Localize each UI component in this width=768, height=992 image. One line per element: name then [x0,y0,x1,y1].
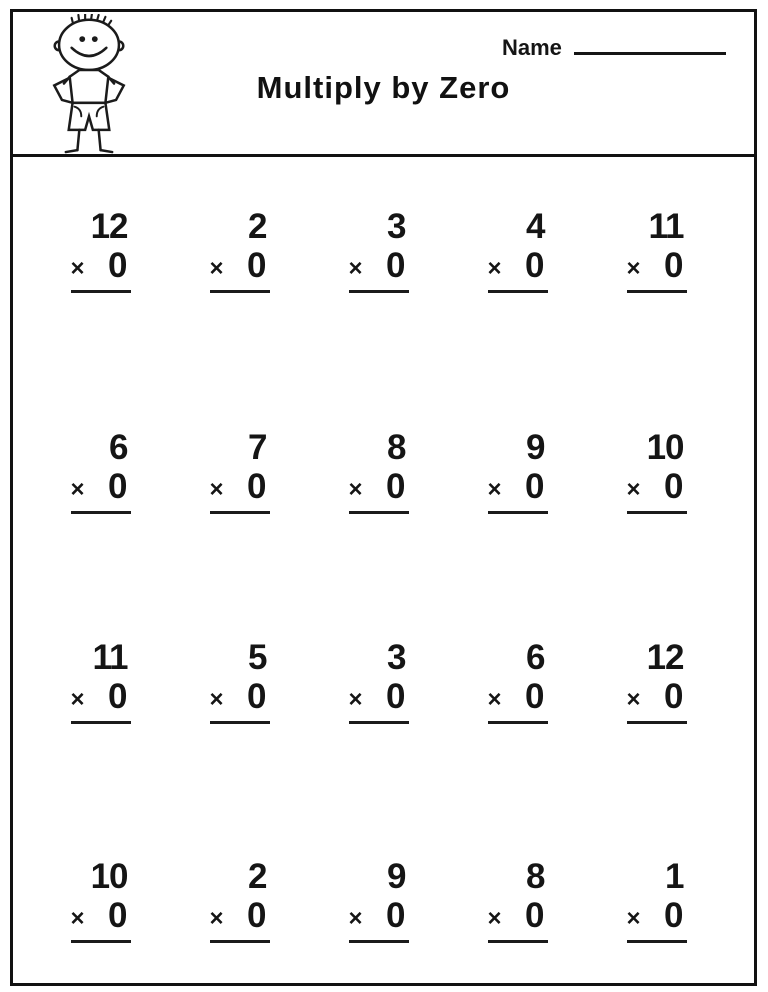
name-label: Name [501,35,562,60]
name-blank[interactable] [574,32,726,55]
problem-cell [170,364,309,571]
multiply-sign: × [487,904,502,932]
operator-row [349,679,409,714]
multiply-sign: × [626,904,641,932]
multiplier: 0 [386,895,406,935]
multiply-sign: × [348,686,363,713]
multiplicand: 4 [526,207,545,246]
multiply-sign: × [348,255,363,282]
multiplier: 0 [108,677,128,716]
multiply-sign: × [209,255,224,282]
problem [487,856,548,943]
multiplicand: 2 [248,856,267,896]
problem-cell [31,777,170,984]
multiply-sign: × [626,255,641,282]
multiply-sign: × [626,686,641,713]
multiplicand: 6 [526,638,545,677]
multiply-sign: × [487,255,502,282]
problem-cell [587,364,726,571]
multiplier: 0 [525,677,545,716]
multiplier: 0 [664,895,684,935]
multiplicand: 12 [90,207,128,246]
multiplier: 0 [247,466,267,506]
problem [488,209,548,293]
problem-cell [31,157,170,364]
operator-row [626,466,687,506]
operator-row [210,679,270,714]
operator-row [348,895,409,935]
multiplicand: 1 [665,856,684,896]
operator-row [627,679,687,714]
problem [627,209,687,293]
answer-blank[interactable] [488,940,548,943]
problem [71,209,131,293]
multiply-sign: × [209,686,224,713]
multiplier: 0 [386,677,406,716]
problem-cell [31,364,170,571]
operator-row [487,466,548,506]
answer-blank[interactable] [210,290,270,293]
multiplicand: 5 [248,638,267,677]
multiplier: 0 [664,466,684,506]
answer-blank[interactable] [210,721,270,724]
problem-cell [170,777,309,984]
worksheet-header [13,12,754,157]
multiplicand: 12 [646,638,684,677]
answer-blank[interactable] [71,511,131,514]
multiplicand: 9 [387,856,406,896]
multiplicand: 9 [526,427,545,467]
problem-cell [587,570,726,777]
problem [626,427,687,514]
problem-cell [309,157,448,364]
operator-row [488,679,548,714]
problem [488,640,548,724]
multiplier: 0 [386,466,406,506]
answer-blank[interactable] [627,511,687,514]
answer-blank[interactable] [71,290,131,293]
problem-cell [309,364,448,571]
operator-row [71,679,131,714]
problem [209,856,270,943]
problem-cell [170,157,309,364]
multiply-sign: × [70,904,85,932]
problem-cell [448,364,587,571]
multiplier: 0 [386,246,406,285]
answer-blank[interactable] [627,290,687,293]
operator-row [627,248,687,283]
answer-blank[interactable] [488,721,548,724]
multiplicand: 8 [526,856,545,896]
operator-row [71,248,131,283]
problem [210,640,270,724]
problem-cell [170,570,309,777]
multiplier: 0 [108,246,128,285]
problem-cell [309,570,448,777]
answer-blank[interactable] [349,940,409,943]
problem-cell [309,777,448,984]
problem-cell [448,157,587,364]
operator-row [487,895,548,935]
operator-row [209,895,270,935]
operator-row [209,466,270,506]
problem-cell [587,777,726,984]
answer-blank[interactable] [349,721,409,724]
answer-blank[interactable] [210,511,270,514]
multiplier: 0 [525,246,545,285]
multiplier: 0 [247,246,267,285]
answer-blank[interactable] [349,290,409,293]
multiply-sign: × [487,475,502,503]
problem [70,856,131,943]
multiply-sign: × [348,904,363,932]
multiplicand: 2 [248,207,267,246]
multiplier: 0 [525,466,545,506]
multiplicand: 3 [387,207,406,246]
problem [626,856,687,943]
multiplicand: 3 [387,638,406,677]
problem [209,427,270,514]
page-title: Multiply by Zero [256,70,511,105]
answer-blank[interactable] [488,511,548,514]
multiplicand: 10 [90,856,128,896]
answer-blank[interactable] [627,940,687,943]
operator-row [348,466,409,506]
multiplicand: 6 [109,427,128,467]
answer-blank[interactable] [71,721,131,724]
problem [210,209,270,293]
problem [70,427,131,514]
answer-blank[interactable] [488,290,548,293]
operator-row [70,895,131,935]
name-row [502,32,726,61]
multiplier: 0 [108,466,128,506]
multiply-sign: × [626,475,641,503]
multiply-sign: × [70,475,85,503]
multiply-sign: × [209,475,224,503]
multiplier: 0 [664,246,684,285]
operator-row [70,466,131,506]
multiplicand: 11 [92,638,128,677]
problems-grid [13,157,754,983]
multiply-sign: × [348,475,363,503]
problem-cell [31,570,170,777]
multiply-sign: × [209,904,224,932]
problem [349,209,409,293]
multiplicand: 8 [387,427,406,467]
operator-row [626,895,687,935]
operator-row [210,248,270,283]
problem [348,427,409,514]
operator-row [488,248,548,283]
problem-cell [448,570,587,777]
problem [627,640,687,724]
problem-cell [448,777,587,984]
multiplier: 0 [247,677,267,716]
problem [487,427,548,514]
answer-blank[interactable] [210,940,270,943]
problem [349,640,409,724]
operator-row [349,248,409,283]
multiplicand: 7 [248,427,267,467]
multiplier: 0 [525,895,545,935]
multiply-sign: × [70,255,85,282]
multiplier: 0 [108,895,128,935]
multiplier: 0 [664,677,684,716]
multiply-sign: × [70,686,85,713]
multiplicand: 11 [648,207,684,246]
multiply-sign: × [487,686,502,713]
multiplicand: 10 [646,427,684,467]
answer-blank[interactable] [349,511,409,514]
problem [348,856,409,943]
multiplier: 0 [247,895,267,935]
answer-blank[interactable] [627,721,687,724]
worksheet-frame [10,9,757,986]
answer-blank[interactable] [71,940,131,943]
problem [71,640,131,724]
problem-cell [587,157,726,364]
